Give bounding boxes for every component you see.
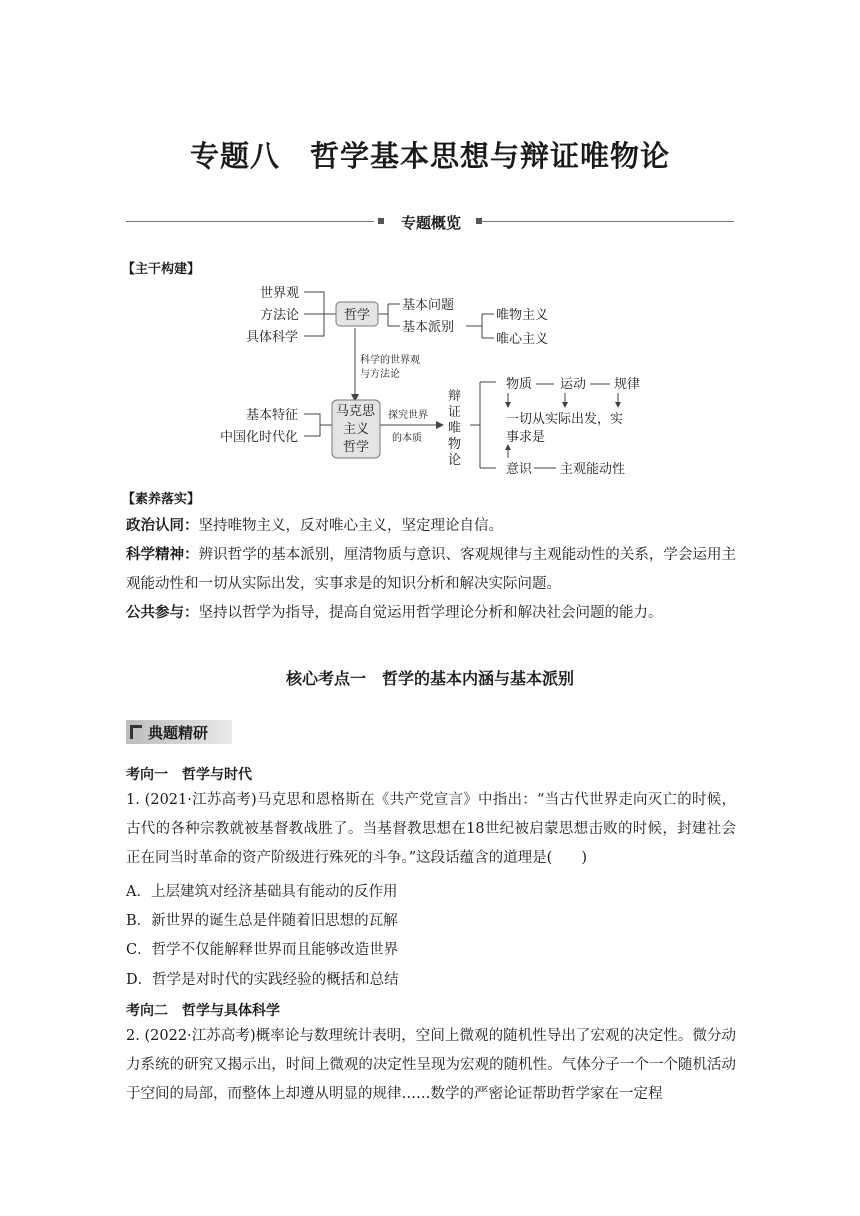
label-seek-truth-line1: 一切从实际出发，实	[506, 412, 624, 427]
literacy-political-text: 坚持唯物主义，反对唯心主义，坚定理论自信。	[198, 518, 503, 534]
divider-line-right	[480, 221, 734, 222]
explore-label-line1: 探究世界	[388, 410, 428, 421]
section-title: 核心考点一 哲学的基本内涵与基本派别	[285, 669, 574, 688]
overview-label: 专题概览	[400, 214, 461, 232]
box-marxist-line1: 马克思	[336, 404, 376, 419]
label-basic-features: 基本特征	[246, 408, 299, 423]
literacy-scientific	[126, 541, 736, 599]
q1-option-b: B．新世界的诞生总是伴随着旧思想的瓦解	[126, 913, 398, 929]
direction-2: 考向二 哲学与具体科学	[126, 1003, 280, 1019]
dialectical-char-5: 论	[448, 453, 462, 468]
dialectical-char-2: 证	[448, 405, 462, 420]
label-materialism: 唯物主义	[496, 308, 549, 323]
literacy-public	[126, 599, 736, 628]
label-seek-truth-line2: 事求是	[506, 430, 546, 445]
divider-dot-left	[378, 218, 384, 224]
box-marxist-line2: 主义	[343, 422, 370, 437]
q1-option-a: A．上层建筑对经济基础具有能动的反作用	[126, 884, 398, 900]
q1-option-c: C．哲学不仅能解释世界而且能够改造世界	[126, 942, 399, 958]
literacy-public-label: 公共参与：	[126, 605, 199, 621]
question-2: 2. (2022·江苏高考)概率论与数理统计表明，空间上微观的随机性导出了宏观的决定性。微分动力系统的研究又揭示出，时间上微观的决定性呈现为宏观的随机性。气体分子一个一个随机活动于空间的局部，而整体上却遵从明显的规律……数学的严密论证帮助哲学家在一定程	[126, 1028, 736, 1102]
label-basic-schools: 基本派别	[402, 320, 455, 335]
corner-bracket-icon	[130, 725, 142, 739]
overview-divider	[126, 212, 734, 232]
page-title: 专题八 哲学基本思想与辩证唯物论	[189, 139, 670, 173]
label-idealism: 唯心主义	[496, 332, 549, 347]
label-motion: 运动	[560, 377, 587, 392]
label-specific-science: 具体科学	[246, 330, 299, 345]
dialectical-char-1: 辩	[448, 389, 462, 404]
box-philosophy: 哲学	[344, 308, 371, 323]
study-label: 典题精研	[148, 724, 209, 742]
divider-line-left	[126, 221, 374, 222]
literacy-scientific-label: 科学精神：	[126, 547, 199, 563]
q1-option-d: D．哲学是对时代的实践经验的概括和总结	[126, 972, 399, 988]
label-sinicization: 中国化时代化	[220, 430, 299, 445]
main-build-label: 【主干构建】	[122, 262, 201, 277]
study-header	[126, 720, 232, 744]
question-1: 1. (2021·江苏高考)马克思和恩格斯在《共产党宣言》中指出：“当古代世界走向灭亡的时候，古代的各种宗教就被基督教战胜了。当基督教思想在18世纪被启蒙思想击败的时候，封建社会正在同当时革命的资产阶级进行殊死的斗争。”这段话蕴含的道理是( )	[126, 792, 736, 866]
label-worldview: 世界观	[260, 286, 300, 301]
literacy-scientific-text: 辨识哲学的基本派别，厘清物质与意识、客观规律与主观能动性的关系，学会运用主观能动性和一切从实际出发，实事求是的知识分析和解决实际问题。	[126, 547, 736, 592]
explore-label-line2: 的本质	[392, 433, 422, 444]
label-matter: 物质	[506, 377, 533, 392]
literacy-label: 【素养落实】	[122, 492, 201, 507]
label-methodology: 方法论	[260, 308, 300, 323]
concept-map	[200, 278, 650, 483]
dialectical-char-4: 物	[448, 437, 462, 452]
label-subjective-initiative: 主观能动性	[560, 462, 626, 477]
literacy-political-label: 政治认同：	[126, 518, 199, 534]
arrow-label-line2: 与方法论	[360, 369, 400, 380]
arrow-label-line1: 科学的世界观	[360, 355, 420, 366]
label-law: 规律	[614, 377, 641, 392]
literacy-political	[126, 512, 736, 541]
direction-1: 考向一 哲学与时代	[126, 767, 252, 783]
box-marxist-line3: 哲学	[343, 440, 370, 455]
label-basic-question: 基本问题	[402, 298, 455, 313]
label-consciousness: 意识	[506, 462, 533, 477]
literacy-public-text: 坚持以哲学为指导，提高自觉运用哲学理论分析和解决社会问题的能力。	[198, 605, 663, 621]
dialectical-char-3: 唯	[448, 421, 462, 436]
